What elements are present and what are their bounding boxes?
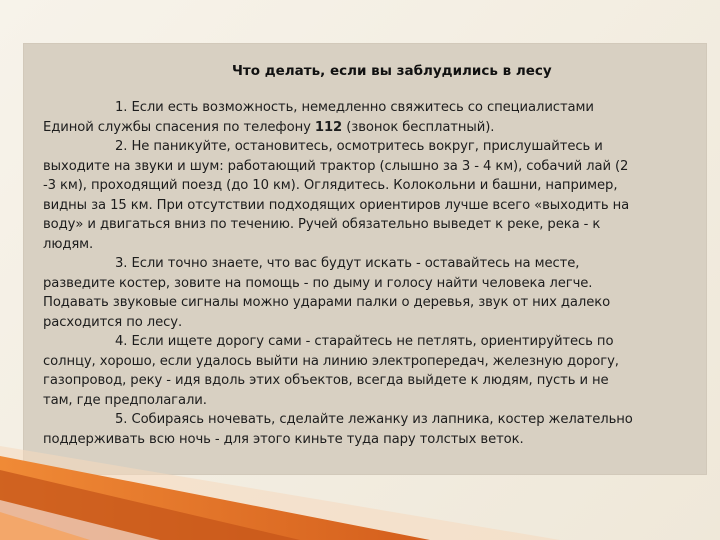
text-line: поддерживать всю ночь - для этого киньте туда пару толстых веток. xyxy=(43,431,524,447)
text-line: 1. Если есть возможность, немедленно свяжитесь со специалистами xyxy=(115,100,594,115)
text-line: 4. Если ищете дорогу сами - старайтесь не петлять, ориентируйтесь по xyxy=(115,334,614,349)
text-line: -3 км), проходящий поезд (до 10 км). Оглядитесь. Колокольни и башни, например, xyxy=(43,178,618,193)
text-line: 2. Не паникуйте, остановитесь, осмотритесь вокруг, прислушайтесь и xyxy=(115,139,603,154)
text-line: Единой службы спасения по телефону 112 (звонок бесплатный). xyxy=(43,119,495,135)
text-line: Подавать звуковые сигналы можно ударами палки о деревья, звук от них далеко xyxy=(43,295,611,310)
text-line: людям. xyxy=(43,236,94,252)
text-line: видны за 15 км. При отсутствии подходящих ориентиров лучше всего «выходить на xyxy=(43,197,630,213)
slide-body xyxy=(43,98,683,449)
text-line: разведите костер, зовите на помощь - по дыму и голосу найти человека легче. xyxy=(43,275,593,291)
text-line: расходится по лесу. xyxy=(43,314,183,330)
text-line: 5. Собираясь ночевать, сделайте лежанку из лапника, костер желательно xyxy=(115,412,633,427)
slide-title: Что делать, если вы заблудились в лесу xyxy=(232,63,552,79)
text-line: газопровод, реку - идя вдоль этих объектов, всегда выйдете к людям, пусть и не xyxy=(43,373,609,388)
text-line: 3. Если точно знаете, что вас будут искать - оставайтесь на месте, xyxy=(115,256,580,271)
text-line: солнцу, хорошо, если удалось выйти на линию электропередач, железную дорогу, xyxy=(43,353,619,369)
text-line: воду» и двигаться вниз по течению. Ручей обязательно выведет к реке, река - к xyxy=(43,217,601,232)
phone-number: 112 xyxy=(314,119,343,135)
text-line: выходите на звуки и шум: работающий трактор (слышно за 3 - 4 км), собачий лай (2 xyxy=(43,158,629,174)
text-line: там, где предполагали. xyxy=(43,392,207,408)
